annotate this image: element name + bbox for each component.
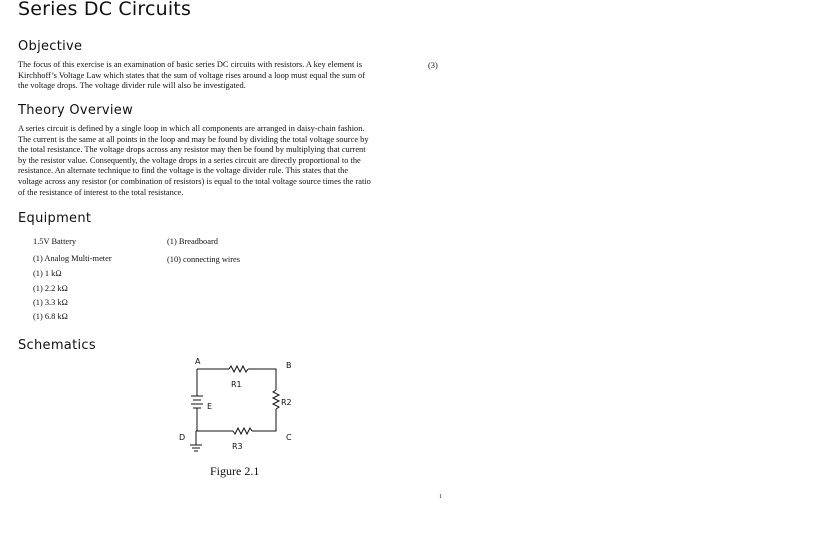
equipment-item: (1) 3.3 kΩ	[33, 298, 68, 307]
theory-line: by the resistor value. Consequently, the voltage drops in a series circuit are directly proportional to the	[18, 155, 361, 165]
objective-line: The focus of this exercise is an examination of basic series DC circuits with resistors. A key element is	[18, 60, 362, 69]
objective-line: the voltage drops. The voltage divider rule will also be investigated.	[18, 81, 246, 91]
resistor-r1-symbol	[229, 366, 248, 372]
page-number: 1	[439, 494, 442, 500]
theory-line: of the resistance of interest to the total resistance.	[18, 187, 184, 197]
equipment-heading: Equipment	[18, 211, 92, 226]
wire	[248, 369, 276, 390]
page-title: Series DC Circuits	[18, 0, 192, 20]
battery-e-label: E	[207, 402, 213, 411]
node-c-label: C	[286, 433, 292, 442]
resistor-r2-label: R2	[281, 398, 292, 407]
node-b-label: B	[286, 361, 292, 370]
battery-e-symbol	[191, 396, 203, 408]
resistor-r3-label: R3	[232, 442, 243, 451]
theory-line: The current is the same at all points in the loop and may be found by dividing the total voltage source by	[18, 134, 369, 144]
ground-symbol	[190, 445, 202, 451]
objective-line: Kirchhoff’s Voltage Law which states that the sum of voltage rises around a loop must equal the sum of	[18, 70, 366, 80]
node-a-label: A	[195, 357, 201, 366]
equipment-item: (1) 2.2 kΩ	[33, 284, 68, 293]
schematics-heading: Schematics	[18, 338, 96, 353]
equipment-item: (1) Breadboard	[167, 237, 218, 246]
theory-heading: Theory Overview	[18, 103, 134, 118]
equipment-item: (1) 6.8 kΩ	[33, 312, 68, 321]
node-d-label: D	[179, 433, 186, 442]
objective-heading: Objective	[18, 39, 83, 54]
theory-line: voltage across any resistor (or combination of resistors) is equal to the total voltage source times the ratio	[18, 176, 371, 186]
resistor-r2-symbol	[273, 390, 279, 409]
theory-line: resistance. An alternate technique to find the voltage is the voltage divider rule. This states that the	[18, 166, 349, 176]
objective-side-note: (3)	[428, 61, 438, 70]
equipment-item: (10) connecting wires	[167, 255, 241, 264]
equipment-item: (1) 1 kΩ	[33, 269, 62, 278]
equipment-item: 1.5V Battery	[33, 237, 77, 246]
theory-line: the total resistance. The voltage drops across any resistor may then be found by multiplying that current	[18, 145, 366, 155]
resistor-r1-label: R1	[231, 380, 242, 389]
resistor-r3-symbol	[233, 428, 252, 434]
wire	[252, 409, 276, 431]
equipment-item: (1) Analog Multi-meter	[33, 254, 112, 263]
figure-caption: Figure 2.1	[210, 464, 260, 478]
theory-line: A series circuit is defined by a single loop in which all components are arranged in daisy-chain fashion.	[18, 124, 365, 133]
